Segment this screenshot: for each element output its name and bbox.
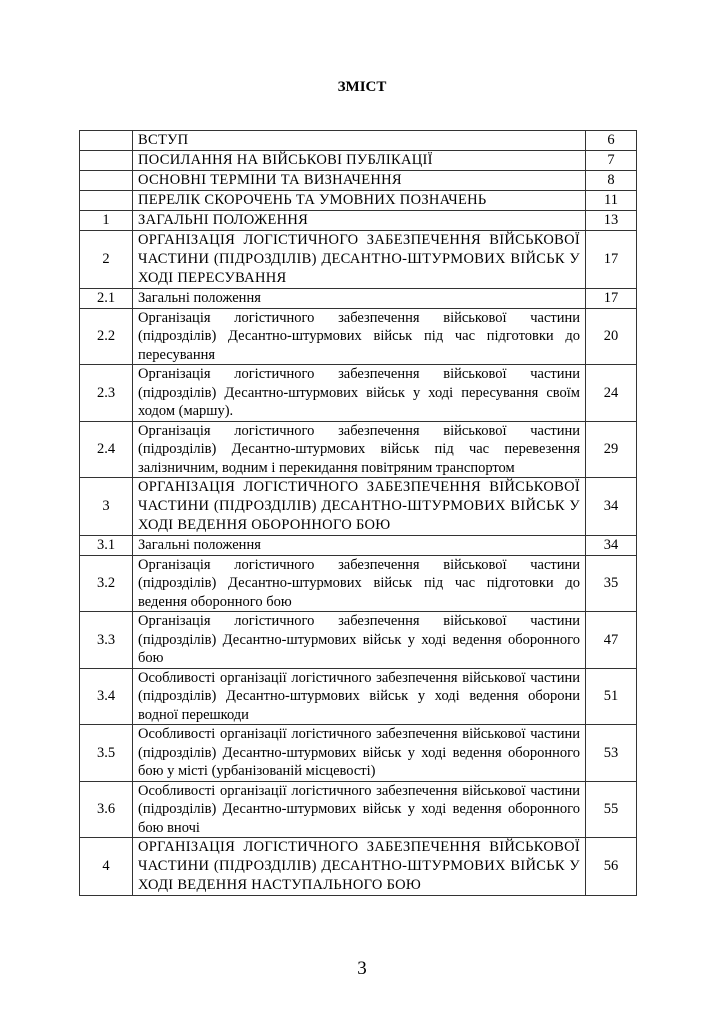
- toc-section-number: 2: [80, 231, 133, 289]
- toc-page-number: 51: [586, 668, 637, 725]
- toc-section-title: Організація логістичного забезпечення військової частини (підрозділів) Десантно-штурмових військ під час підготовки до ведення оборонного бою: [133, 555, 586, 612]
- toc-section-number: [80, 191, 133, 211]
- toc-section-title: ОСНОВНІ ТЕРМІНИ ТА ВИЗНАЧЕННЯ: [133, 171, 586, 191]
- toc-page-number: 17: [586, 289, 637, 309]
- toc-row: [80, 612, 637, 669]
- toc-row: [80, 289, 637, 309]
- toc-row: [80, 231, 637, 289]
- toc-section-number: 4: [80, 838, 133, 896]
- toc-section-title: Організація логістичного забезпечення військової частини (підрозділів) Десантно-штурмових військ під час перевезення залізничним, водним і перекидання повітряним транспортом: [133, 421, 586, 478]
- toc-row: [80, 536, 637, 556]
- toc-body: [80, 131, 637, 896]
- toc-section-number: [80, 131, 133, 151]
- toc-section-number: 3.3: [80, 612, 133, 669]
- toc-section-title: ОРГАНІЗАЦІЯ ЛОГІСТИЧНОГО ЗАБЕЗПЕЧЕННЯ ВІЙСЬКОВОЇ ЧАСТИНИ (ПІДРОЗДІЛІВ) ДЕСАНТНО-ШТУРМОВИХ ВІЙСЬК У ХОДІ ВЕДЕННЯ ОБОРОННОГО БОЮ: [133, 478, 586, 536]
- toc-section-number: 3.4: [80, 668, 133, 725]
- table-of-contents: [79, 130, 637, 896]
- toc-section-number: 2.2: [80, 308, 133, 365]
- toc-section-title: Загальні положення: [133, 289, 586, 309]
- toc-row: [80, 421, 637, 478]
- toc-section-title: ПЕРЕЛІК СКОРОЧЕНЬ ТА УМОВНИХ ПОЗНАЧЕНЬ: [133, 191, 586, 211]
- toc-section-title: ОРГАНІЗАЦІЯ ЛОГІСТИЧНОГО ЗАБЕЗПЕЧЕННЯ ВІЙСЬКОВОЇ ЧАСТИНИ (ПІДРОЗДІЛІВ) ДЕСАНТНО-ШТУРМОВИХ ВІЙСЬК У ХОДІ ПЕРЕСУВАННЯ: [133, 231, 586, 289]
- toc-section-number: 2.4: [80, 421, 133, 478]
- toc-page-number: 34: [586, 536, 637, 556]
- toc-row: [80, 838, 637, 896]
- toc-page-number: 55: [586, 781, 637, 838]
- toc-page-number: 8: [586, 171, 637, 191]
- toc-page-number: 47: [586, 612, 637, 669]
- toc-row: [80, 151, 637, 171]
- toc-section-title: Загальні положення: [133, 536, 586, 556]
- page-title: ЗМІСТ: [337, 79, 387, 95]
- toc-section-number: [80, 171, 133, 191]
- toc-section-title: Організація логістичного забезпечення військової частини (підрозділів) Десантно-штурмових військ під час підготовки до пересування: [133, 308, 586, 365]
- toc-row: [80, 191, 637, 211]
- toc-section-title: Організація логістичного забезпечення військової частини (підрозділів) Десантно-штурмових військ у ході пересування своїм ходом (маршу).: [133, 365, 586, 422]
- toc-section-number: 2.1: [80, 289, 133, 309]
- toc-page-number: 11: [586, 191, 637, 211]
- toc-section-title: Особливості організації логістичного забезпечення військової частини (підрозділів) Десантно-штурмових військ у ході ведення оборони водної перешкоди: [133, 668, 586, 725]
- toc-page-number: 7: [586, 151, 637, 171]
- toc-section-title: Організація логістичного забезпечення військової частини (підрозділів) Десантно-штурмових військ у ході ведення оборонного бою: [133, 612, 586, 669]
- toc-section-number: 3: [80, 478, 133, 536]
- toc-row: [80, 725, 637, 782]
- toc-section-title: Особливості організації логістичного забезпечення військової частини (підрозділів) Десантно-штурмових військ у ході ведення оборонного бою вночі: [133, 781, 586, 838]
- toc-page-number: 24: [586, 365, 637, 422]
- toc-section-title: ОРГАНІЗАЦІЯ ЛОГІСТИЧНОГО ЗАБЕЗПЕЧЕННЯ ВІЙСЬКОВОЇ ЧАСТИНИ (ПІДРОЗДІЛІВ) ДЕСАНТНО-ШТУРМОВИХ ВІЙСЬК У ХОДІ ВЕДЕННЯ НАСТУПАЛЬНОГО БОЮ: [133, 838, 586, 896]
- toc-section-title: ЗАГАЛЬНІ ПОЛОЖЕННЯ: [133, 211, 586, 231]
- toc-row: [80, 171, 637, 191]
- toc-section-title: ВСТУП: [133, 131, 586, 151]
- toc-section-number: 3.2: [80, 555, 133, 612]
- toc-row: [80, 365, 637, 422]
- toc-row: [80, 211, 637, 231]
- toc-section-title: Особливості організації логістичного забезпечення військової частини (підрозділів) Десантно-штурмових військ у ході ведення оборонного бою у місті (урбанізованій місцевості): [133, 725, 586, 782]
- toc-page-number: 56: [586, 838, 637, 896]
- toc-section-number: 3.5: [80, 725, 133, 782]
- toc-section-number: 2.3: [80, 365, 133, 422]
- toc-row: [80, 555, 637, 612]
- toc-section-title: ПОСИЛАННЯ НА ВІЙСЬКОВІ ПУБЛІКАЦІЇ: [133, 151, 586, 171]
- toc-row: [80, 668, 637, 725]
- toc-section-number: 1: [80, 211, 133, 231]
- toc-row: [80, 308, 637, 365]
- toc-section-number: [80, 151, 133, 171]
- toc-row: [80, 478, 637, 536]
- toc-page-number: 35: [586, 555, 637, 612]
- toc-page-number: 17: [586, 231, 637, 289]
- toc-section-number: 3.6: [80, 781, 133, 838]
- toc-row: [80, 781, 637, 838]
- toc-page-number: 20: [586, 308, 637, 365]
- page-number: 3: [357, 958, 367, 979]
- toc-section-number: 3.1: [80, 536, 133, 556]
- toc-page-number: 53: [586, 725, 637, 782]
- toc-page-number: 6: [586, 131, 637, 151]
- toc-row: [80, 131, 637, 151]
- toc-page-number: 29: [586, 421, 637, 478]
- toc-page-number: 13: [586, 211, 637, 231]
- toc-page-number: 34: [586, 478, 637, 536]
